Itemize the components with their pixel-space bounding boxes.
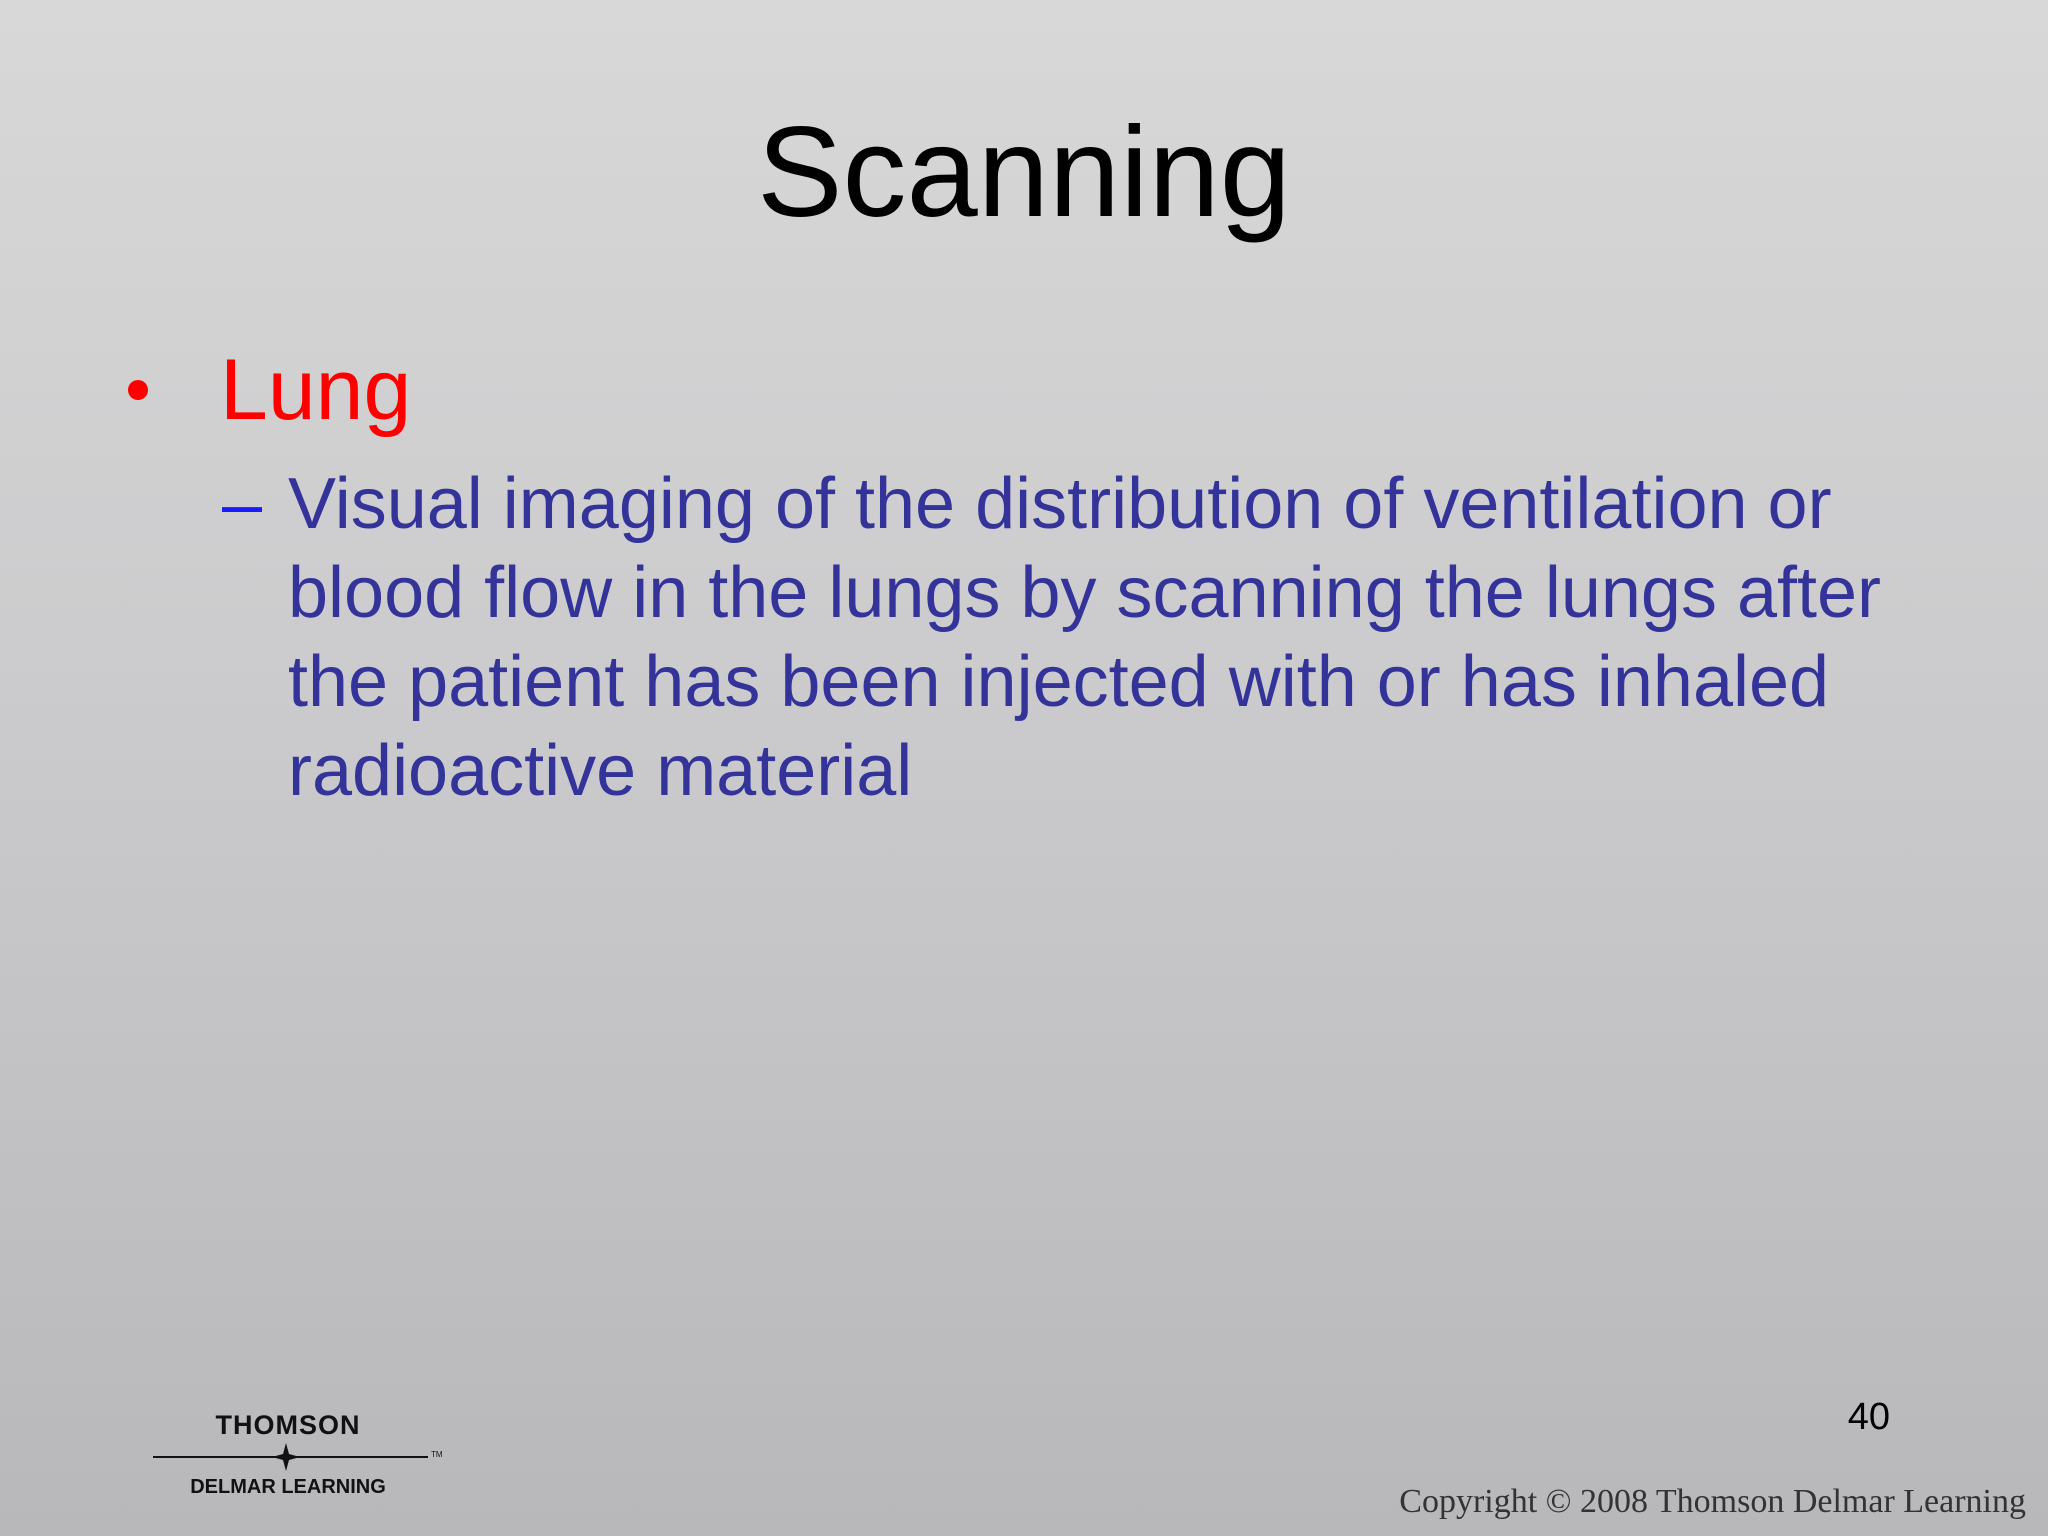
star-icon <box>272 1443 300 1471</box>
dash-icon: – <box>222 464 263 544</box>
bullet-item-lung <box>120 340 411 440</box>
logo-top-text: THOMSON <box>215 1412 361 1440</box>
bullet-label: Lung <box>220 342 412 438</box>
slide-title: Scanning <box>757 101 1291 244</box>
page-number: 40 <box>1847 1396 1890 1438</box>
sub-bullet-item <box>222 460 1942 816</box>
copyright-notice: Copyright © 2008 Thomson Delmar Learning <box>1399 1483 2026 1520</box>
sub-bullet-text: Visual imaging of the distribution of ventilation or blood flow in the lungs by scanning the lungs after the patient has been injected with or has inhaled radioactive material <box>288 464 1882 811</box>
thomson-delmar-logo <box>148 1412 448 1502</box>
bullet-dot-icon <box>128 380 148 400</box>
logo-trademark: TM <box>431 1450 443 1459</box>
logo-bottom-text: DELMAR LEARNING <box>190 1476 386 1498</box>
